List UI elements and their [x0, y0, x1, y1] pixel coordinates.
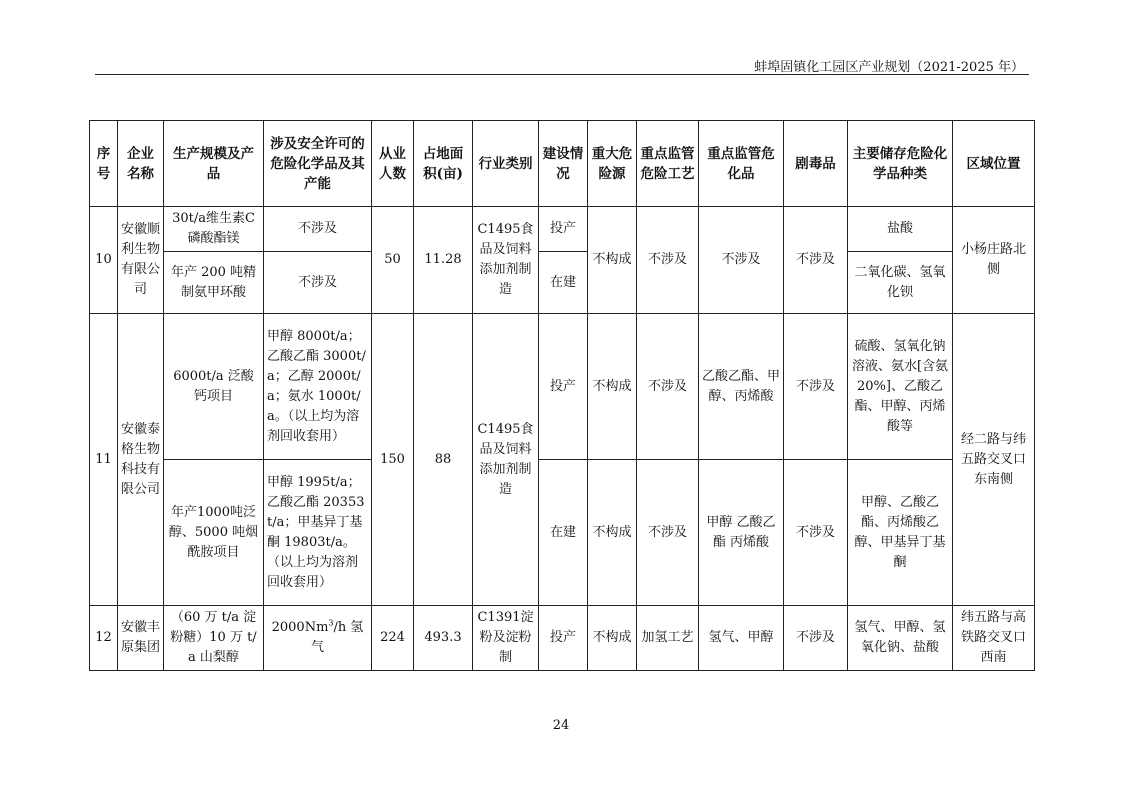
table-row — [90, 314, 1035, 460]
cell-scale: 年产 200 吨精制氨甲环酸 — [164, 252, 264, 314]
header-toxic: 剧毒品 — [784, 121, 848, 207]
header-status: 建设情况 — [539, 121, 588, 207]
cell-permit — [264, 606, 372, 671]
cell-area: 88 — [414, 314, 473, 606]
header-divider — [95, 74, 1029, 75]
cell-key-chem: 不涉及 — [699, 207, 784, 314]
cell-storage: 二氧化碳、氢氧化钡 — [848, 252, 953, 314]
cell-scale: （60 万 t/a 淀粉糖）10 万 t/a 山梨醇 — [164, 606, 264, 671]
running-header: 蚌埠固镇化工园区产业规划（2021-2025 年） — [754, 60, 1024, 75]
cell-major-hazard: 不构成 — [588, 606, 637, 671]
cell-key-process: 不涉及 — [637, 207, 699, 314]
table-row — [90, 252, 1035, 314]
cell-key-chem: 甲醇 乙酸乙酯 丙烯酸 — [699, 460, 784, 606]
cell-status: 投产 — [539, 606, 588, 671]
cell-location: 小杨庄路北侧 — [953, 207, 1035, 314]
header-industry: 行业类别 — [473, 121, 539, 207]
cell-area: 493.3 — [414, 606, 473, 671]
header-scale: 生产规模及产品 — [164, 121, 264, 207]
cell-area: 11.28 — [414, 207, 473, 314]
cell-location: 纬五路与高铁路交叉口西南 — [953, 606, 1035, 671]
cell-seq: 11 — [90, 314, 118, 606]
cell-staff: 150 — [372, 314, 414, 606]
cell-status: 在建 — [539, 460, 588, 606]
header-area: 占地面积(亩) — [414, 121, 473, 207]
header-permit: 涉及安全许可的危险化学品及其产能 — [264, 121, 372, 207]
table-row — [90, 606, 1035, 671]
header-key-chem: 重点监管危化品 — [699, 121, 784, 207]
cell-scale: 年产1000吨泛醇、5000 吨烟酰胺项目 — [164, 460, 264, 606]
cell-storage: 甲醇、乙酸乙酯、丙烯酸乙醇、甲基异丁基酮 — [848, 460, 953, 606]
cell-industry: C1495食品及饲料添加剂制造 — [473, 207, 539, 314]
cell-permit: 不涉及 — [264, 207, 372, 252]
cell-key-process: 不涉及 — [637, 460, 699, 606]
cell-key-process: 加氢工艺 — [637, 606, 699, 671]
cell-major-hazard: 不构成 — [588, 460, 637, 606]
cell-location: 经二路与纬五路交叉口东南侧 — [953, 314, 1035, 606]
cell-permit: 甲醇 1995t/a；乙酸乙酯 20353t/a；甲基异丁基酮 19803t/a。（以上均为溶剂回收套用） — [264, 460, 372, 606]
cell-permit: 甲醇 8000t/a；乙酸乙酯 3000t/a；乙醇 2000t/a；氨水 1000t/a。（以上均为溶剂回收套用） — [264, 314, 372, 460]
cell-key-chem: 氢气、甲醇 — [699, 606, 784, 671]
cell-staff: 224 — [372, 606, 414, 671]
header-company: 企业名称 — [118, 121, 164, 207]
cell-seq: 10 — [90, 207, 118, 314]
cell-status: 投产 — [539, 207, 588, 252]
permit-unit: /h 氢气 — [310, 620, 364, 655]
cell-industry: C1495食品及饲料添加剂制造 — [473, 314, 539, 606]
permit-value: 2000Nm — [271, 620, 329, 635]
cell-company: 安徽丰原集团 — [118, 606, 164, 671]
header-major-hazard: 重大危险源 — [588, 121, 637, 207]
table-row — [90, 207, 1035, 252]
cell-toxic: 不涉及 — [784, 460, 848, 606]
permit-superscript: 3 — [328, 618, 334, 628]
cell-status: 在建 — [539, 252, 588, 314]
cell-storage: 氢气、甲醇、氢氧化钠、盐酸 — [848, 606, 953, 671]
table-row — [90, 460, 1035, 606]
cell-toxic: 不涉及 — [784, 314, 848, 460]
cell-permit: 不涉及 — [264, 252, 372, 314]
cell-scale: 6000t/a 泛酸钙项目 — [164, 314, 264, 460]
header-location: 区域位置 — [953, 121, 1035, 207]
cell-storage: 盐酸 — [848, 207, 953, 252]
cell-storage: 硫酸、氢氧化钠溶液、氨水[含氨 20%]、乙酸乙酯、甲醇、丙烯酸等 — [848, 314, 953, 460]
cell-company: 安徽顺利生物有限公司 — [118, 207, 164, 314]
cell-scale: 30t/a维生素C磷酸酯镁 — [164, 207, 264, 252]
cell-status: 投产 — [539, 314, 588, 460]
cell-toxic: 不涉及 — [784, 207, 848, 314]
cell-toxic: 不涉及 — [784, 606, 848, 671]
cell-company: 安徽泰格生物科技有限公司 — [118, 314, 164, 606]
page-number: 24 — [552, 718, 570, 733]
table-header-row — [90, 121, 1035, 207]
cell-seq: 12 — [90, 606, 118, 671]
cell-key-chem: 乙酸乙酯、甲醇、丙烯酸 — [699, 314, 784, 460]
cell-industry: C1391淀粉及淀粉制 — [473, 606, 539, 671]
cell-major-hazard: 不构成 — [588, 314, 637, 460]
header-staff: 从业人数 — [372, 121, 414, 207]
cell-staff: 50 — [372, 207, 414, 314]
cell-major-hazard: 不构成 — [588, 207, 637, 314]
cell-key-process: 不涉及 — [637, 314, 699, 460]
header-seq: 序号 — [90, 121, 118, 207]
enterprise-table — [89, 120, 1035, 671]
header-key-process: 重点监管危险工艺 — [637, 121, 699, 207]
header-storage: 主要储存危险化学品种类 — [848, 121, 953, 207]
